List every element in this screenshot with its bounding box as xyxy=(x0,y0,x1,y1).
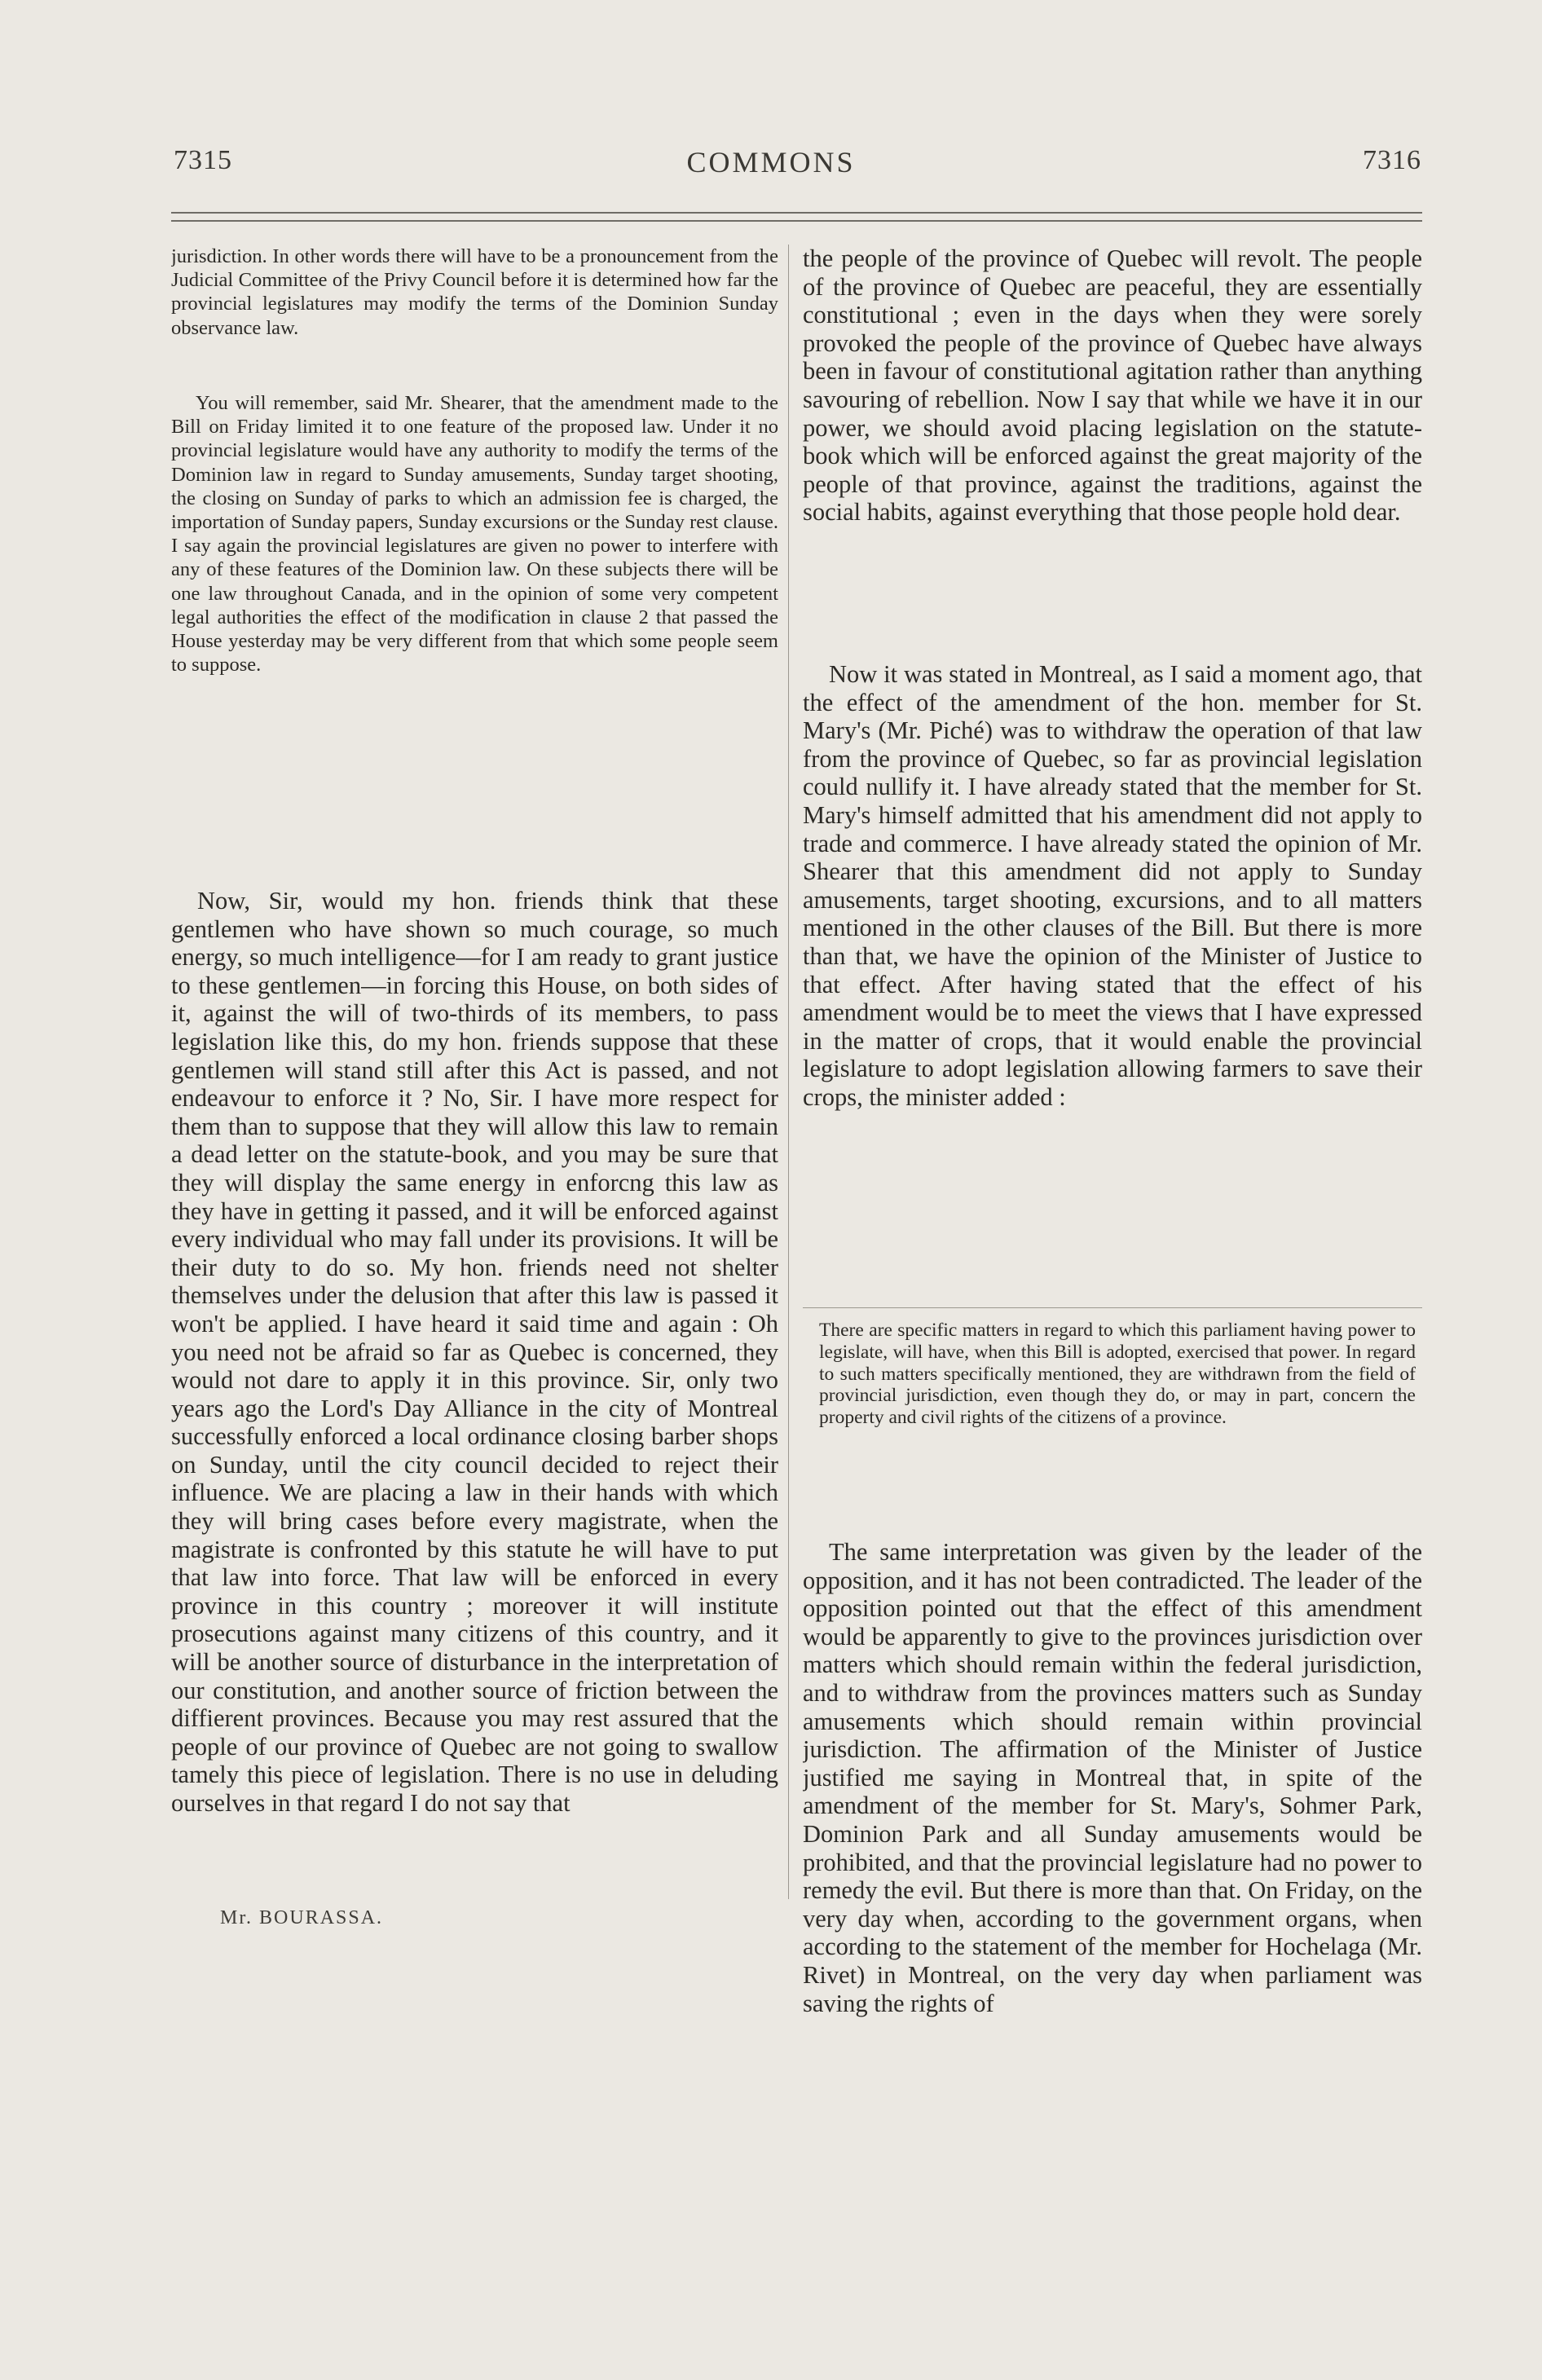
block-quote: There are specific matters in regard to which this parliament having power to legislate, will have, when this Bill is adopted, exercised that power. In regard to such matters specifically mentioned, they are withdrawn from the field of provincial jurisdiction, even though they do, or may in part, concern the property and civil rights of the citizens of a province. xyxy=(819,1320,1416,1429)
right-paragraph-2: Now it was stated in Montreal, as I said a moment ago, that the effect of the amendment of the hon. member for St. Mary's (Mr. Piché) was to withdraw the operation of that law from the province of Quebec, so far as provincial legislation could nullify it. I have already stated that the member for St. Mary's himself admitted that his amendment did not apply to trade and commerce. I have already stated the opinion of Mr. Shearer that this amendment did not apply to Sunday amusements, target shooting, excursions, and to all matters mentioned in the other clauses of the Bill. But there is more than that, we have the opinion of the Minister of Justice to that effect. After having stated that the effect of his amendment would be to meet the views that I have expressed in the matter of crops, that it would enable the provincial legislature to adopt legislation allowing farmers to save their crops, the minister added : xyxy=(803,660,1422,1111)
right-column xyxy=(803,245,1422,2166)
left-column xyxy=(171,245,778,1893)
header-rule-top xyxy=(171,212,1422,214)
left-page-number: 7315 xyxy=(174,145,232,175)
left-paragraph-1: jurisdiction. In other words there will have to be a pronouncement from the Judicial Committee of the Privy Council before it is determined how far the provincial legislatures may modify the terms of the Dominion Sunday observance law. xyxy=(171,245,778,339)
column-divider xyxy=(788,245,789,1899)
speaker-footer: Mr. BOURASSA. xyxy=(220,1907,384,1928)
left-paragraph-2: You will remember, said Mr. Shearer, that the amendment made to the Bill on Friday limited it to one feature of the proposed law. Under it no provincial legislature would have any authority to modify the terms of the Dominion law in regard to Sunday amusements, Sunday target shooting, the closing on Sunday of parks to which an admission fee is charged, the importation of Sunday papers, Sunday excursions or the Sunday rest clause. I say again the provincial legislatures are given no power to interfere with any of these features of the Dominion law. On these subjects there will be one law throughout Canada, and in the opinion of some very competent legal authorities the effect of the modification in clause 2 that passed the House yesterday may be very different from that which some people seem to suppose. xyxy=(171,392,778,677)
right-paragraph-3: The same interpretation was given by the leader of the opposition, and it has not been contradicted. The leader of the opposition pointed out that the effect of this amendment would be apparently to give to the provinces jurisdiction over matters which should remain within the federal jurisdiction, and to withdraw from the provinces matters such as Sunday amusements which should remain within provincial jurisdiction. The affirmation of the Minister of Justice justified me saying in Montreal that, in spite of the amendment of the member for St. Mary's, Sohmer Park, Dominion Park and all Sunday amusements would be prohibited, and that the provincial legislature had no power to remedy the evil. But there is more than that. On Friday, on the very day when, according to the government organs, when according to the statement of the member for Hochelaga (Mr. Rivet) in Montreal, on the very day when parliament was saving the rights of xyxy=(803,1538,1422,2017)
left-paragraph-3: Now, Sir, would my hon. friends think that these gentlemen who have shown so much courage, so much energy, so much intelligence—for I am ready to grant justice to these gentlemen—in forcing this House, on both sides of it, against the will of two-thirds of its members, to pass legislation like this, do my hon. friends suppose that these gentlemen will stand still after this Act is passed, and not endeavour to enforce it ? No, Sir. I have more respect for them than to suppose that they will allow this law to remain a dead letter on the statute-book, and you may be sure that they will display the same energy in enforcng this law as they have in getting it passed, and it will be enforced against every individual who may fall under its provisions. It will be their duty to do so. My hon. friends need not shelter themselves under the delusion that after this law is passed it won't be applied. I have heard it said time and again : Oh you need not be afraid so far as Quebec is concerned, they would not dare to apply it in this province. Sir, only two years ago the Lord's Day Alliance in the city of Montreal successfully enforced a local ordinance closing barber shops on Sunday, until the city council decided to reject their influence. We are placing a law in their hands with which they will bring cases before every magistrate, when the magistrate is confronted by this statute he will have to put that law into force. That law will be enforced in every province in this country ; moreover it will institute prosecutions against many citizens of this country, and it will be another source of disturbance in the interpretation of our constitution, and another source of friction between the diffierent provinces. Because you may rest assured that the people of our province of Quebec are not going to swallow tamely this piece of legislation. There is no use in deluding ourselves in that regard I do not say that xyxy=(171,887,778,1817)
right-paragraph-1: the people of the province of Quebec will revolt. The people of the province of Quebec are peaceful, they are essentially constitutional ; even in the days when they were sorely provoked the people of the province of Quebec have always been in favour of constitutional agitation rather than anything savouring of rebellion. Now I say that while we have it in our power, we should avoid placing legislation on the statute-book which will be enforced against the great majority of the people of that province, against the traditions, against the social habits, against everything that those people hold dear. xyxy=(803,245,1422,527)
right-page-number: 7316 xyxy=(1363,145,1421,175)
quote-divider xyxy=(803,1307,1422,1308)
header-rule-bottom xyxy=(171,220,1422,222)
page-title: COMMONS xyxy=(686,146,856,178)
